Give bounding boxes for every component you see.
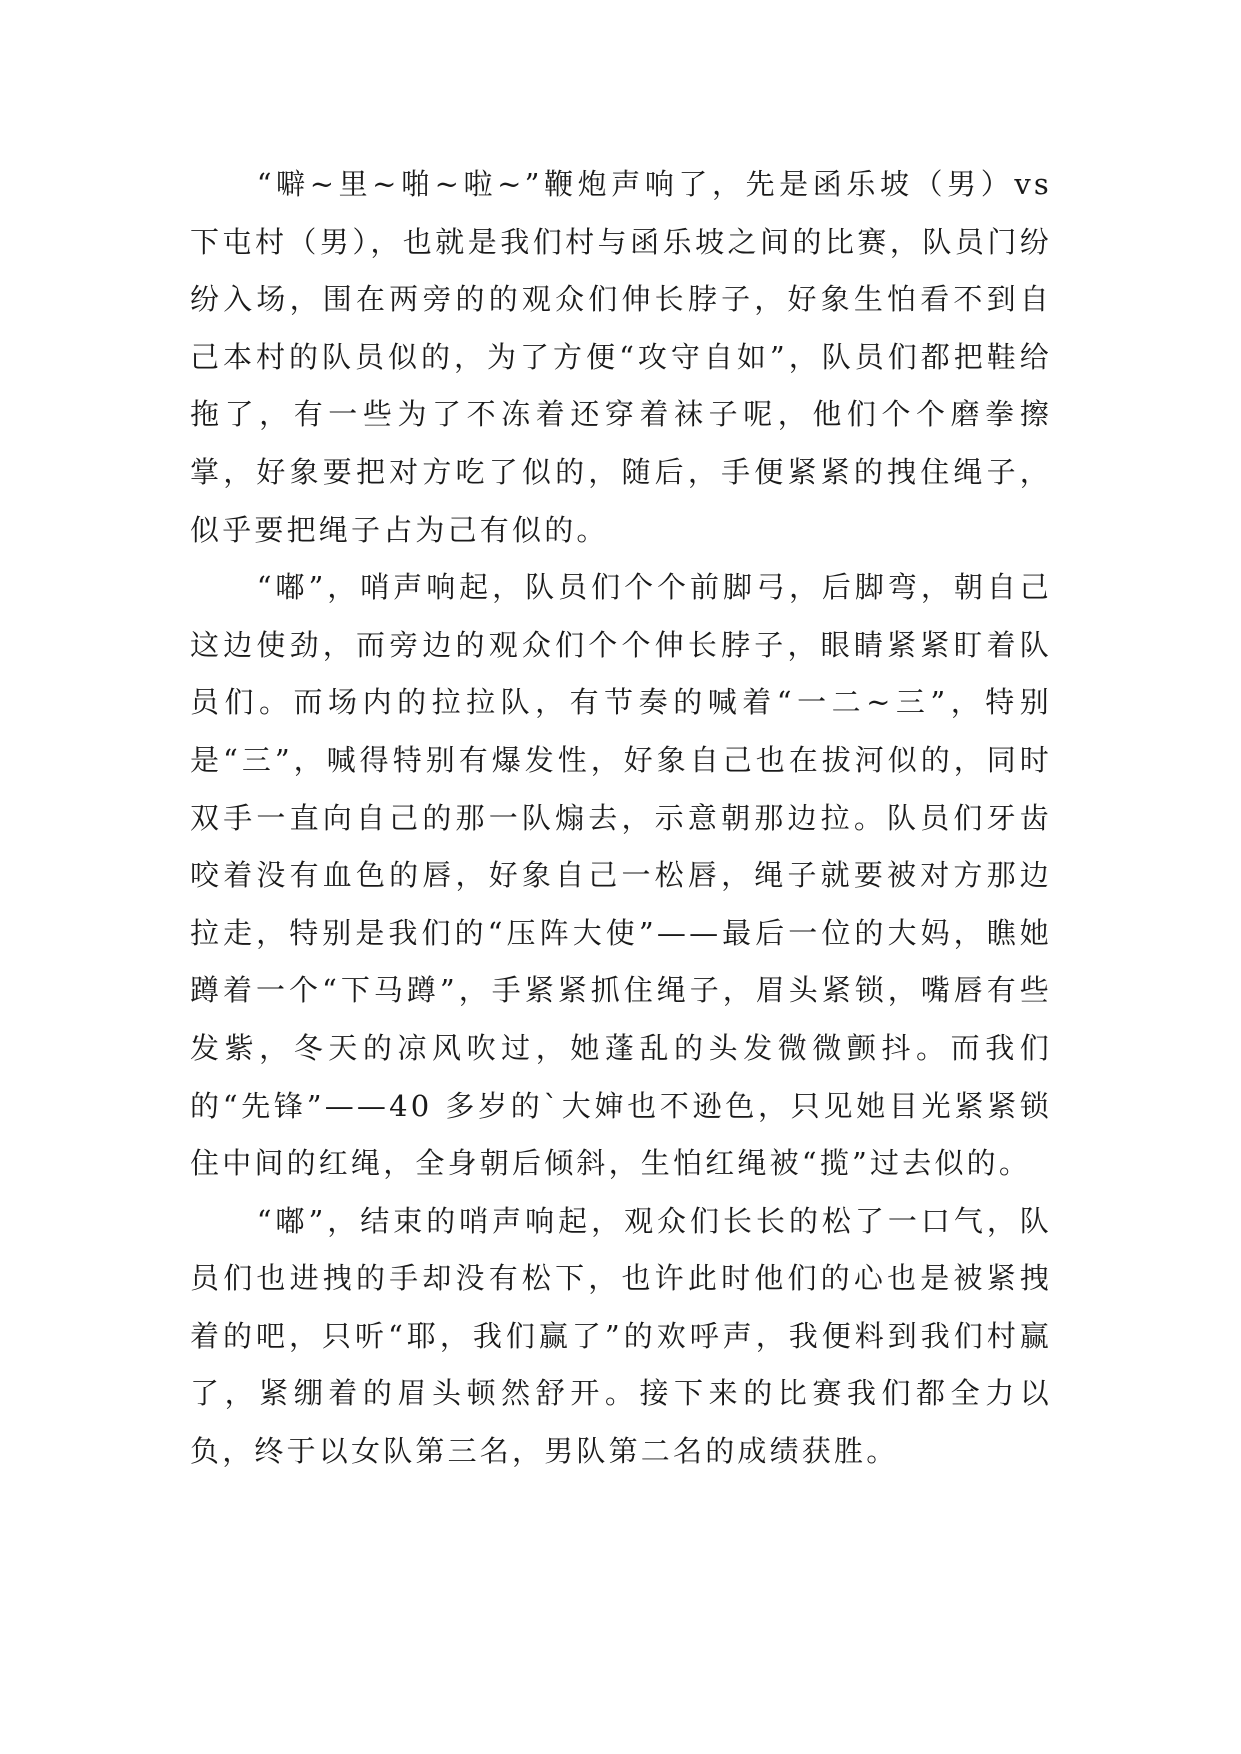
- paragraph-whistle-match: “嘟”，哨声响起，队员们个个前脚弓，后脚弯，朝自己这边使劲，而旁边的观众们个个伸长脖子，眼睛紧紧盯着队员们。而场内的拉拉队，有节奏的喊着“一二~三”，特别是“三”，喊得特别有爆发性，好象自己也在拔河似的，同时双手一直向自己的那一队煽去，示意朝那边拉。队员们牙齿咬着没有血色的唇，好象自己一松唇，绳子就要被对方那边拉走，特别是我们的“压阵大使”——最后一位的大妈，瞧她蹲着一个“下马蹲”，手紧紧抓住绳子，眉头紧锁，嘴唇有些发紫，冬天的凉风吹过，她蓬乱的头发微微颤抖。而我们的“先锋”——40 多岁的`大婶也不逊色，只见她目光紧紧锁住中间的红绳，全身朝后倾斜，生怕红绳被“揽”过去似的。: [190, 570, 1052, 1181]
- paragraph-victory: “嘟”，结束的哨声响起，观众们长长的松了一口气，队员们也进拽的手却没有松下，也许此时他们的心也是被紧拽着的吧，只听“耶，我们赢了”的欢呼声，我便料到我们村赢了，紧绷着的眉头顿然舒开。接下来的比赛我们都全力以负，终于以女队第三名，男队第二名的成绩获胜。: [190, 1203, 1052, 1469]
- document-body: [190, 156, 1052, 1481]
- paragraph-firecracker-start: “噼~里~啪~啦~”鞭炮声响了，先是函乐坡（男）vs 下屯村（男），也就是我们村与函乐坡之间的比赛，队员门纷纷入场，围在两旁的的观众们伸长脖子，好象生怕看不到自己本村的队员似的，为了方便“攻守自如”，队员们都把鞋给拖了，有一些为了不冻着还穿着袜子呢，他们个个磨拳擦掌，好象要把对方吃了似的，随后，手便紧紧的拽住绳子，似乎要把绳子占为己有似的。: [190, 167, 1052, 547]
